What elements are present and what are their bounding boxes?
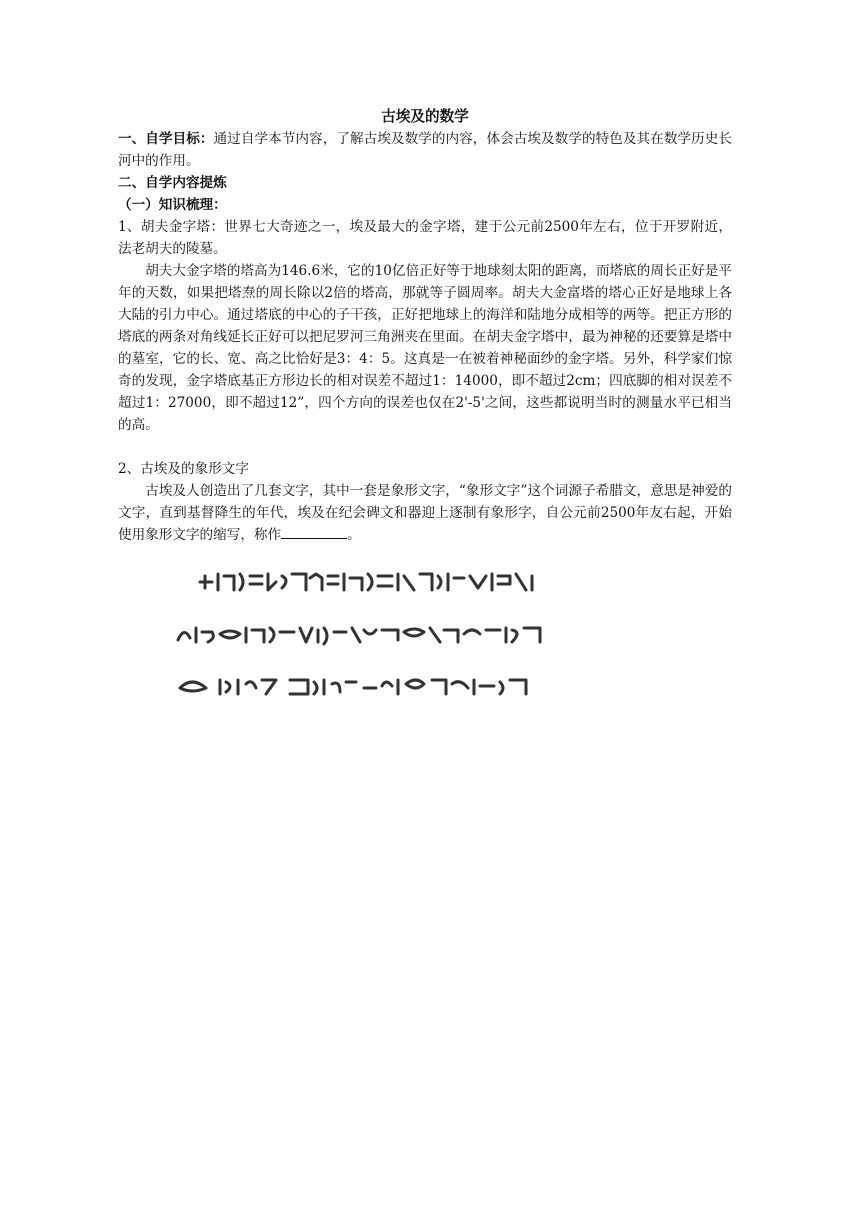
hieroglyph-line-2	[178, 628, 540, 644]
objective-label: 一、自学目标：	[118, 131, 214, 147]
document-body	[118, 106, 732, 546]
hieroglyphs-text-end: 。	[347, 527, 361, 543]
page-title: 古埃及的数学	[381, 108, 469, 125]
objective-text: 通过自学本节内容，了解古埃及数学的内容，体会古埃及数学的特色及其在数学历史长河中的作用。	[118, 131, 733, 169]
item-hieroglyphs: 2、古埃及的象形文字	[118, 461, 249, 477]
hieroglyphs-paragraph	[118, 480, 732, 546]
hieroglyphs-text: 古埃及人创造出了几套文字，其中一套是象形文字，“象形文字”这个词源子希腊文，意思是神爱的文字，直到基督降生的年代，埃及在纪会碑文和器迎上逐制有象形字，自公元前2500年友右起，开始使用象形文字的缩写，称作	[118, 483, 732, 543]
item-khufu-pyramid: 1、胡夫金字塔：世界七大奇迹之一，埃及最大的金字塔，建于公元前2500年左右，位于开罗附近，法老胡夫的陵墓。	[118, 219, 732, 257]
objective-paragraph	[118, 128, 732, 172]
section-heading-knowledge: （一）知识梳理：	[118, 197, 227, 213]
section-heading-content: 二、自学内容提炼	[118, 175, 227, 191]
spacer	[118, 436, 732, 458]
hieroglyph-line-1	[200, 574, 532, 590]
hieroglyphic-script-image	[160, 568, 580, 708]
hieroglyph-line-3	[180, 680, 526, 694]
fill-in-blank[interactable]	[281, 524, 347, 539]
pyramid-paragraph: 胡夫大金字塔的塔高为146.6米，它的10亿倍正好等于地球刻太阳的距离，而塔底的周长正好是平年的天数，如果把塔焘的周长除以2倍的塔高，那就等子圆周率。胡夫大金富塔的塔心正好是地球上各大陆的引力中心。通过塔底的中心的子干孩，正好把地球上的海洋和陆地分成相等的两等。把正方形的塔底的两条对角线延长正好可以把尼罗河三角洲夹在里面。在胡夫金字塔中，最为神秘的还要算是塔中的墓室，它的长、宽、高之比恰好是3：4：5。这真是一在被着神秘面纱的金字塔。另外，科学家们惊奇的发现，金字塔底基正方形边长的相对误差不超过1：14000，即不超过2cm；四底脚的相对误差不超过1：27000，即不超过12”，四个方向的误差也仅在2'-5'之间，这些都说明当时的测量水平已相当的高。	[118, 263, 732, 433]
